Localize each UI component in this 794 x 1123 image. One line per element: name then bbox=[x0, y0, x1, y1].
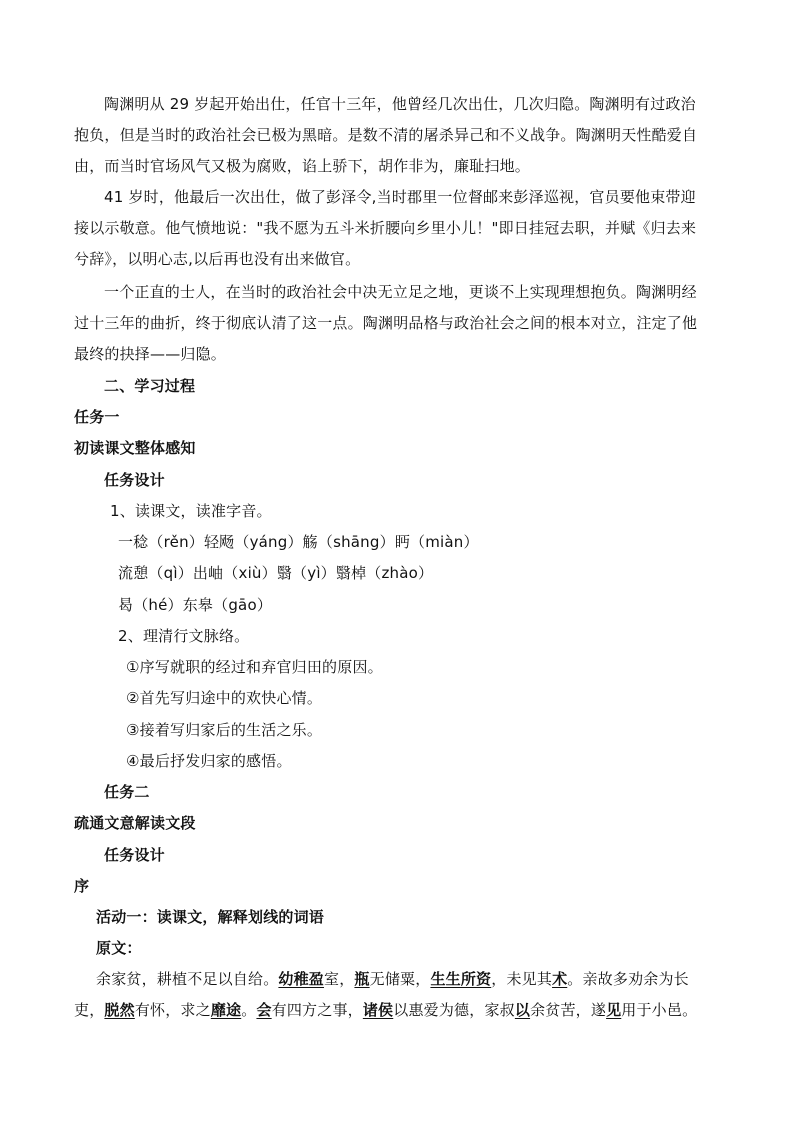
intro-p2-line3: 兮辞》，以明心志,以后再也没有出来做官。 bbox=[74, 250, 361, 268]
original-text-line2 bbox=[74, 1000, 697, 1020]
task1-item2: 2、理清行文脉络。 bbox=[118, 627, 250, 645]
underlined-term: 靡途 bbox=[210, 1001, 242, 1019]
text-segment: 。 bbox=[241, 1001, 257, 1019]
task2-design: 任务设计 bbox=[104, 846, 165, 864]
underlined-term: 幼稚盈 bbox=[278, 970, 325, 988]
pinyin-line1: 一稔（rěn）轻飏（yáng）觞（shāng）眄（miàn） bbox=[118, 533, 479, 551]
text-segment: 有怀，求之 bbox=[134, 1001, 211, 1019]
original-label: 原文： bbox=[96, 939, 142, 957]
underlined-term: 会 bbox=[256, 1001, 272, 1019]
intro-p1-line1: 陶渊明从 29 岁起开始出仕，任官十三年，他曾经几次出仕，几次归隐。陶渊明有过政治 bbox=[104, 95, 696, 113]
intro-p3-line1: 一个正直的士人，在当时的政治社会中决无立足之地，更谈不上实现理想抱负。陶渊明经 bbox=[104, 283, 697, 301]
text-segment: 无储粟， bbox=[369, 970, 431, 988]
underlined-term: 术 bbox=[552, 970, 568, 988]
intro-p1-line3: 由，而当时官场风气又极为腐败，谄上骄下，胡作非为，廉耻扫地。 bbox=[74, 157, 531, 175]
activity1-heading: 活动一：读课文，解释划线的词语 bbox=[96, 908, 325, 926]
text-segment: 余贫苦，遂 bbox=[530, 1001, 607, 1019]
intro-p3-line2: 过十三年的曲折，终于彻底认清了这一点。陶渊明品格与政治社会之间的根本对立，注定了他 bbox=[74, 314, 698, 332]
underlined-term: 见 bbox=[606, 1001, 622, 1019]
text-segment: ，未见其 bbox=[491, 970, 553, 988]
text-segment: 有四方之事， bbox=[271, 1001, 363, 1019]
underlined-term: 脱然 bbox=[104, 1001, 135, 1019]
task1-label: 任务一 bbox=[74, 408, 120, 426]
intro-p1-line2: 抱负，但是当时的政治社会已极为黑暗。是数不清的屠杀异己和不义战争。陶渊明天性酷爱自 bbox=[74, 126, 698, 144]
intro-p3-line3: 最终的抉择——归隐。 bbox=[74, 345, 227, 363]
task1-item1: 1、读课文，读准字音。 bbox=[110, 502, 272, 520]
outline-item4: ④最后抒发归家的感悟。 bbox=[126, 752, 292, 770]
intro-p2-line1: 41 岁时，他最后一次出仕，做了彭泽令,当时郡里一位督邮来彭泽巡视，官员要他束带迎 bbox=[104, 188, 696, 206]
text-segment: 吏， bbox=[74, 1001, 105, 1019]
text-segment: 以惠爱为德，家叔 bbox=[393, 1001, 515, 1019]
outline-item3: ③接着写归家后的生活之乐。 bbox=[126, 721, 323, 739]
text-segment: 余家贫，耕植不足以自给。 bbox=[96, 970, 279, 988]
underlined-term: 诸侯 bbox=[362, 1001, 394, 1019]
original-text-line1 bbox=[96, 969, 689, 989]
section-heading: 二、学习过程 bbox=[104, 377, 196, 395]
pinyin-line2: 流憩（qì）出岫（xiù）翳（yì）翳棹（zhào） bbox=[118, 564, 434, 582]
task1-title: 初读课文整体感知 bbox=[74, 439, 196, 457]
underlined-term: 生生所资 bbox=[430, 970, 492, 988]
text-segment: 室， bbox=[324, 970, 355, 988]
outline-item2: ②首先写归途中的欢快心情。 bbox=[126, 689, 323, 707]
task2-title: 疏通文意解读文段 bbox=[74, 814, 196, 832]
text-segment: 。亲故多劝余为长 bbox=[567, 970, 689, 988]
intro-p2-line2: 接以示敬意。他气愤地说："我不愿为五斗米折腰向乡里小儿！"即日挂冠去职，并赋《归去来 bbox=[74, 219, 697, 237]
preface-heading: 序 bbox=[74, 877, 90, 895]
underlined-term: 瓶 bbox=[354, 970, 370, 988]
text-segment: 用于小邑。 bbox=[621, 1001, 698, 1019]
task1-design: 任务设计 bbox=[104, 471, 165, 489]
pinyin-line3: 曷（hé）东皋（gāo） bbox=[118, 596, 273, 614]
task2-label: 任务二 bbox=[104, 783, 150, 801]
underlined-term: 以 bbox=[514, 1001, 531, 1019]
outline-item1: ①序写就职的经过和弃官归田的原因。 bbox=[126, 658, 383, 676]
